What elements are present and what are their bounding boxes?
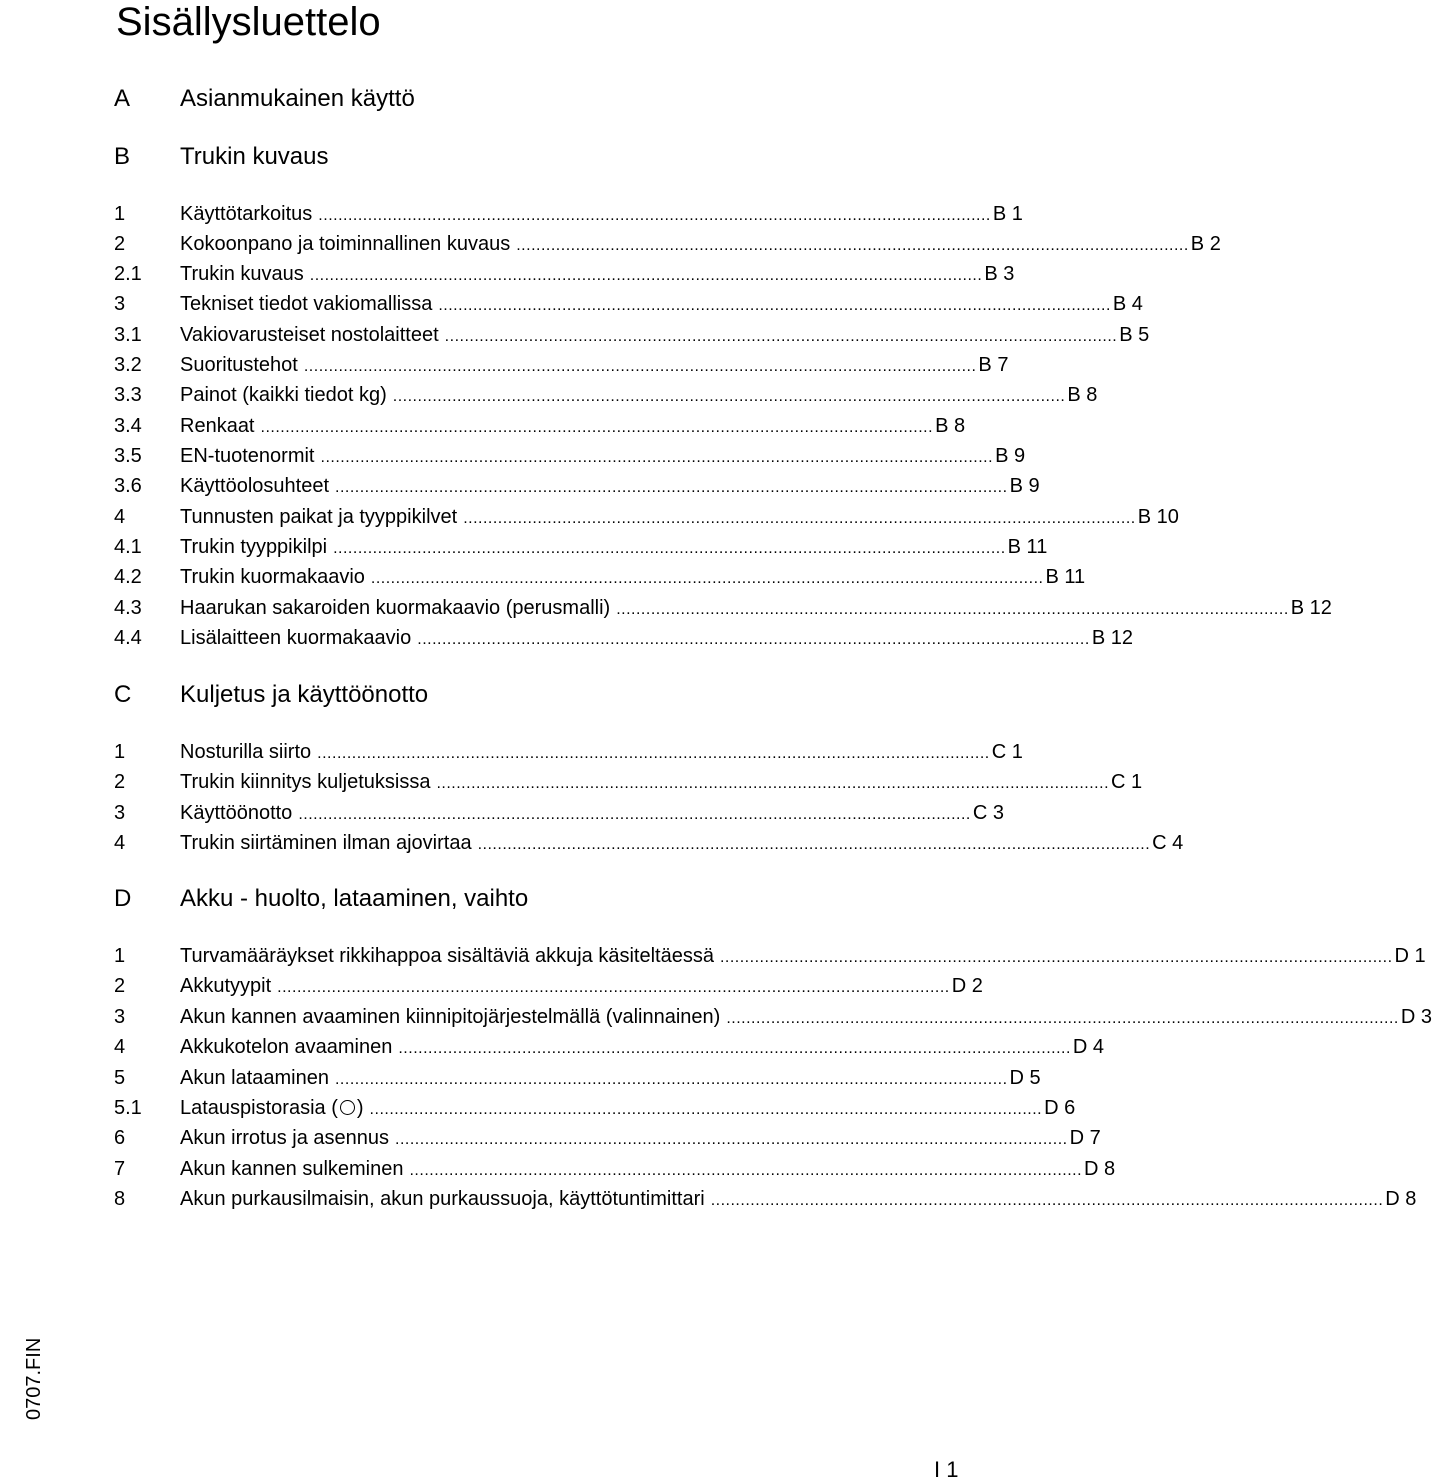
entry-page: B 12 [1290, 597, 1332, 619]
entry-page: B 4 [1112, 293, 1143, 315]
entry-label: Käyttöolosuhteet [180, 475, 329, 497]
dot-leader: ........................................................................................................................................ [436, 775, 1110, 792]
dot-leader: ........................................................................................................................................ [719, 949, 1393, 966]
dot-leader: ........................................................................................................................................ [392, 388, 1066, 405]
entry-page: D 5 [1009, 1067, 1041, 1089]
dot-leader: ........................................................................................................................................ [409, 1162, 1083, 1179]
entry-number: 2 [114, 975, 126, 997]
entry-label: Akun lataaminen [180, 1067, 329, 1089]
entry-number: 3.6 [114, 475, 142, 497]
dot-leader: ........................................................................................................................................ [334, 1071, 1008, 1088]
dot-leader: ........................................................................................................................................ [370, 570, 1044, 587]
dot-leader: ........................................................................................................................................ [710, 1192, 1384, 1209]
dot-leader: ........................................................................................................................................ [726, 1010, 1399, 1027]
dot-leader: ........................................................................................................................................ [395, 1131, 1068, 1148]
entry-page: B 9 [1009, 475, 1040, 497]
toc-entry[interactable] [0, 534, 1048, 560]
section-letter: D [114, 885, 132, 912]
toc-entry[interactable] [0, 564, 1086, 590]
entry-page: C 3 [972, 802, 1004, 824]
toc-entry[interactable] [0, 231, 1221, 257]
entry-number: 4 [114, 832, 126, 854]
dot-leader: ........................................................................................................................................ [444, 328, 1118, 345]
entry-number: 5 [114, 1067, 126, 1089]
dot-leader: ........................................................................................................................................ [463, 510, 1136, 527]
entry-label: Akun purkausilmaisin, akun purkaussuoja, käyttötuntimittari [180, 1188, 705, 1210]
entry-page: C 1 [991, 741, 1023, 763]
entry-number: 4.4 [114, 627, 142, 649]
section-d-heading [0, 884, 960, 914]
entry-label: Painot (kaikki tiedot kg) [180, 384, 387, 406]
toc-entry[interactable] [0, 769, 1143, 795]
entry-number: 3.2 [114, 354, 142, 376]
entry-label: Trukin kiinnitys kuljetuksissa [180, 771, 431, 793]
entry-number: 1 [114, 741, 126, 763]
entry-label: Nosturilla siirto [180, 741, 312, 763]
toc-entry[interactable] [0, 504, 1179, 530]
entry-page: D 3 [1400, 1006, 1432, 1028]
entry-page: D 4 [1072, 1036, 1105, 1058]
entry-number: 6 [114, 1127, 126, 1149]
toc-entry[interactable] [0, 625, 1133, 651]
toc-entry[interactable] [0, 739, 1023, 765]
entry-label: Akkutyypit [180, 975, 272, 997]
entry-page: D 1 [1394, 945, 1426, 967]
entry-label: Trukin siirtäminen ilman ajovirtaa [180, 832, 472, 854]
document-code: 0707.FIN [23, 1337, 45, 1420]
entry-page: D 7 [1069, 1127, 1101, 1149]
section-title: Asianmukainen käyttö [180, 85, 415, 112]
entry-page: D 8 [1385, 1188, 1417, 1210]
dot-leader: ........................................................................................................................................ [260, 419, 934, 436]
dot-leader: ........................................................................................................................................ [398, 1040, 1071, 1057]
entry-page: B 12 [1091, 627, 1133, 649]
dot-leader: ........................................................................................................................................ [369, 1101, 1043, 1118]
section-a-heading [0, 84, 960, 114]
entry-label: Haarukan sakaroiden kuormakaavio (perusmalli) [180, 597, 611, 619]
entry-number: 4 [114, 1036, 126, 1058]
dot-leader: ........................................................................................................................................ [303, 358, 977, 375]
entry-label: Käyttötarkoitus [180, 203, 313, 225]
dot-leader: ........................................................................................................................................ [616, 601, 1289, 618]
entry-page: B 2 [1190, 233, 1221, 255]
toc-entry[interactable] [0, 1186, 1417, 1212]
entry-page: B 11 [1007, 536, 1048, 558]
toc-entry[interactable] [0, 322, 1150, 348]
entry-page: B 8 [1067, 384, 1098, 406]
entry-label: Trukin kuormakaavio [180, 566, 365, 588]
toc-entry[interactable] [0, 261, 1015, 287]
entry-number: 1 [114, 945, 126, 967]
entry-label: Turvamääräykset rikkihappoa sisältäviä akkuja käsiteltäessä [180, 945, 714, 967]
toc-entry[interactable] [0, 1034, 1105, 1060]
dot-leader: ........................................................................................................................................ [298, 806, 971, 823]
toc-entry[interactable] [0, 973, 983, 999]
entry-label-post: ) [356, 1097, 364, 1119]
toc-entry[interactable] [0, 1156, 1116, 1182]
entry-label: Suoritustehot [180, 354, 298, 376]
dot-leader: ........................................................................................................................................ [335, 479, 1008, 496]
dot-leader: ........................................................................................................................................ [277, 979, 950, 996]
entry-label: Akun kannen sulkeminen [180, 1158, 404, 1180]
entry-number: 3.4 [114, 415, 142, 437]
section-letter: A [114, 85, 131, 112]
section-b-heading [0, 142, 960, 172]
section-letter: C [114, 681, 132, 708]
toc-entry[interactable] [0, 1095, 1076, 1121]
entry-number: 3 [114, 802, 126, 824]
entry-label: Tunnusten paikat ja tyyppikilvet [180, 506, 458, 528]
section-title: Trukin kuvaus [180, 143, 329, 170]
section-letter: B [114, 143, 131, 170]
entry-page: B 11 [1045, 566, 1086, 588]
toc-entry[interactable] [0, 800, 1004, 826]
dot-leader: ........................................................................................................................................ [333, 540, 1006, 557]
toc-entry[interactable] [0, 291, 1143, 317]
entry-number: 7 [114, 1158, 126, 1180]
page-number: I 1 [934, 1457, 959, 1482]
entry-label: Akun kannen avaaminen kiinnipitojärjestelmällä (valinnainen) [180, 1006, 721, 1028]
entry-label: Trukin tyyppikilpi [180, 536, 328, 558]
entry-page: B 7 [978, 354, 1009, 376]
toc-entry[interactable] [0, 201, 1023, 227]
dot-leader: ........................................................................................................................................ [516, 237, 1189, 254]
toc-entry[interactable] [0, 413, 966, 439]
entry-number: 3 [114, 293, 126, 315]
entry-page: B 8 [935, 415, 966, 437]
dot-leader: ........................................................................................................................................ [438, 297, 1111, 314]
dot-leader: ........................................................................................................................................ [320, 449, 994, 466]
entry-label-pre: Latauspistorasia ( [180, 1097, 338, 1119]
toc-entry[interactable] [0, 1125, 1101, 1151]
entry-number: 1 [114, 203, 126, 225]
entry-number: 2 [114, 233, 126, 255]
toc-entry[interactable] [0, 473, 1040, 499]
entry-number: 2 [114, 771, 126, 793]
entry-number: 2.1 [114, 263, 142, 285]
entry-page: B 3 [984, 263, 1015, 285]
entry-number: 5.1 [114, 1097, 142, 1119]
dot-leader: ........................................................................................................................................ [318, 207, 991, 224]
entry-page: B 9 [995, 445, 1026, 467]
entry-label: EN-tuotenormit [180, 445, 315, 467]
entry-label: Trukin kuvaus [180, 263, 304, 285]
entry-label: Kokoonpano ja toiminnallinen kuvaus [180, 233, 511, 255]
entry-label: Lisälaitteen kuormakaavio [180, 627, 412, 649]
toc-entry[interactable] [0, 382, 1098, 408]
entry-page: D 2 [951, 975, 983, 997]
entry-number: 4 [114, 506, 126, 528]
entry-page: D 8 [1084, 1158, 1116, 1180]
entry-number: 3.5 [114, 445, 142, 467]
entry-number: 8 [114, 1188, 126, 1210]
entry-number: 4.3 [114, 597, 142, 619]
entry-label: Renkaat [180, 415, 255, 437]
entry-number: 4.1 [114, 536, 142, 558]
section-title: Akku - huolto, lataaminen, vaihto [180, 885, 529, 912]
entry-page: D 6 [1044, 1097, 1076, 1119]
toc-entry[interactable] [0, 352, 1009, 378]
entry-number: 3.3 [114, 384, 142, 406]
page-title: Sisällysluettelo [116, 0, 381, 44]
dot-leader: ........................................................................................................................................ [417, 631, 1090, 648]
entry-page: B 10 [1137, 506, 1179, 528]
toc-entry[interactable] [0, 943, 1426, 969]
dot-leader: ........................................................................................................................................ [477, 836, 1151, 853]
entry-number: 3 [114, 1006, 126, 1028]
entry-number: 3.1 [114, 324, 142, 346]
section-c-heading [0, 680, 960, 710]
dot-leader: ........................................................................................................................................ [309, 267, 983, 284]
toc-entry[interactable] [0, 595, 1332, 621]
entry-label [180, 1095, 364, 1121]
entry-page: C 1 [1111, 771, 1143, 793]
toc-entry[interactable] [0, 1004, 1432, 1030]
entry-label: Tekniset tiedot vakiomallissa [180, 293, 433, 315]
toc-entry[interactable] [0, 830, 1184, 856]
entry-label: Vakiovarusteiset nostolaitteet [180, 324, 439, 346]
entry-page: B 1 [992, 203, 1023, 225]
toc-entry[interactable] [0, 443, 1026, 469]
dot-leader: ........................................................................................................................................ [317, 745, 990, 762]
entry-page: B 5 [1119, 324, 1150, 346]
entry-label: Käyttöönotto [180, 802, 293, 824]
outlet-circle-icon [340, 1100, 355, 1115]
section-title: Kuljetus ja käyttöönotto [180, 681, 429, 708]
entry-label: Akun irrotus ja asennus [180, 1127, 390, 1149]
entry-number: 4.2 [114, 566, 142, 588]
entry-page: C 4 [1152, 832, 1184, 854]
toc-entry[interactable] [0, 1065, 1041, 1091]
entry-label: Akkukotelon avaaminen [180, 1036, 393, 1058]
